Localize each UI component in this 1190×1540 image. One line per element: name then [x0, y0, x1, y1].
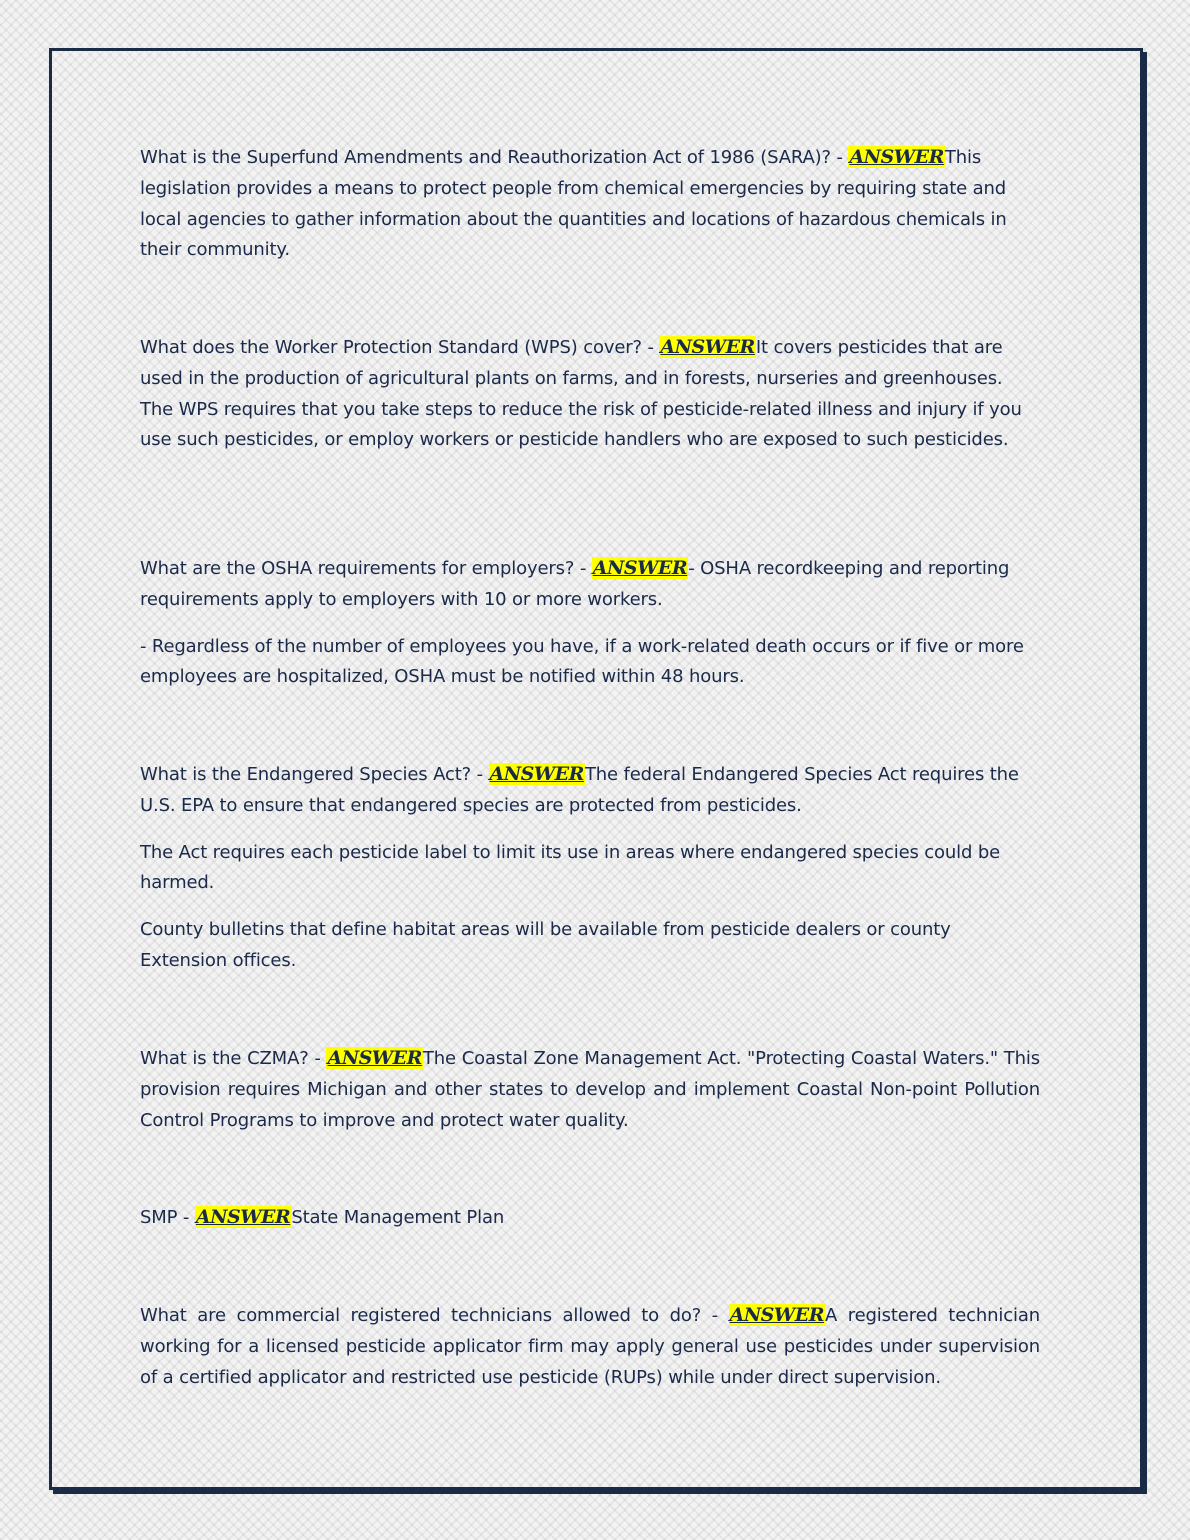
question-text: What is the CZMA? - — [140, 1048, 327, 1069]
question-text: What are commercial registered technicians allowed to do? - — [140, 1305, 729, 1326]
question-text: SMP - — [140, 1207, 195, 1228]
question-text: What does the Worker Protection Standard (WPS) cover? - — [140, 337, 660, 358]
answer-label: ANSWER — [729, 1304, 825, 1326]
answer-label: ANSWER — [195, 1206, 291, 1228]
question-text: What is the Superfund Amendments and Reauthorization Act of 1986 (SARA)? - — [140, 147, 849, 168]
qa-item-esa — [140, 759, 1040, 993]
question-text: What are the OSHA requirements for employers? - — [140, 558, 592, 579]
answer-label: ANSWER — [660, 336, 755, 358]
qa-item-wps — [140, 332, 1040, 472]
answer-text: A registered technician working for a licensed pesticide applicator firm may apply general use pesticides under supervision of a certified applicator and restricted use pesticide (RUPs) while under direct supervision. — [140, 1305, 1040, 1388]
question-text: What is the Endangered Species Act? - — [140, 764, 489, 785]
answer-continuation: - Regardless of the number of employees you have, if a work-related death occurs or if five or more employees are hospitalized, OSHA must be notified within 48 hours. — [140, 635, 1024, 688]
answer-continuation: The Act requires each pesticide label to limit its use in areas where endangered species could be harmed. — [140, 841, 1001, 894]
answer-continuation: County bulletins that define habitat areas will be available from pesticide dealers or county Extension offices. — [140, 919, 951, 971]
answer-text: The Coastal Zone Management Act. "Protecting Coastal Waters." This provision requires Michigan and other states to develop and implement Coastal Non-point Pollution Control Programs to improve and protect water quality. — [140, 1048, 1040, 1131]
qa-item-osha — [140, 553, 1040, 709]
qa-item-sara — [140, 142, 1040, 282]
qa-item-smp — [140, 1202, 1040, 1250]
answer-text: This legislation provides a means to protect people from chemical emergencies by requiring state and local agencies to gather information about the quantities and locations of hazardous chemicals in their community. — [140, 147, 1007, 261]
answer-text: The federal Endangered Species Act requires the U.S. EPA to ensure that endangered species are protected from pesticides. — [140, 764, 1019, 816]
answer-text: It covers pesticides that are used in the production of agricultural plants on farms, and in forests, nurseries and greenhouses. The WPS requires that you take steps to reduce the risk of pesticide-related illness and injury if you use such pesticides, or employ workers or pesticide handlers who are exposed to such pesticides. — [140, 337, 1022, 451]
answer-label: ANSWER — [592, 557, 688, 579]
qa-item-czma — [140, 1043, 1040, 1152]
answer-label: ANSWER — [489, 763, 584, 785]
qa-item-technicians — [140, 1300, 1040, 1409]
answer-text: State Management Plan — [291, 1207, 505, 1228]
answer-label: ANSWER — [327, 1047, 422, 1069]
answer-label: ANSWER — [849, 146, 944, 168]
answer-text: - OSHA recordkeeping and reporting requirements apply to employers with 10 or more workers. — [140, 558, 1010, 610]
